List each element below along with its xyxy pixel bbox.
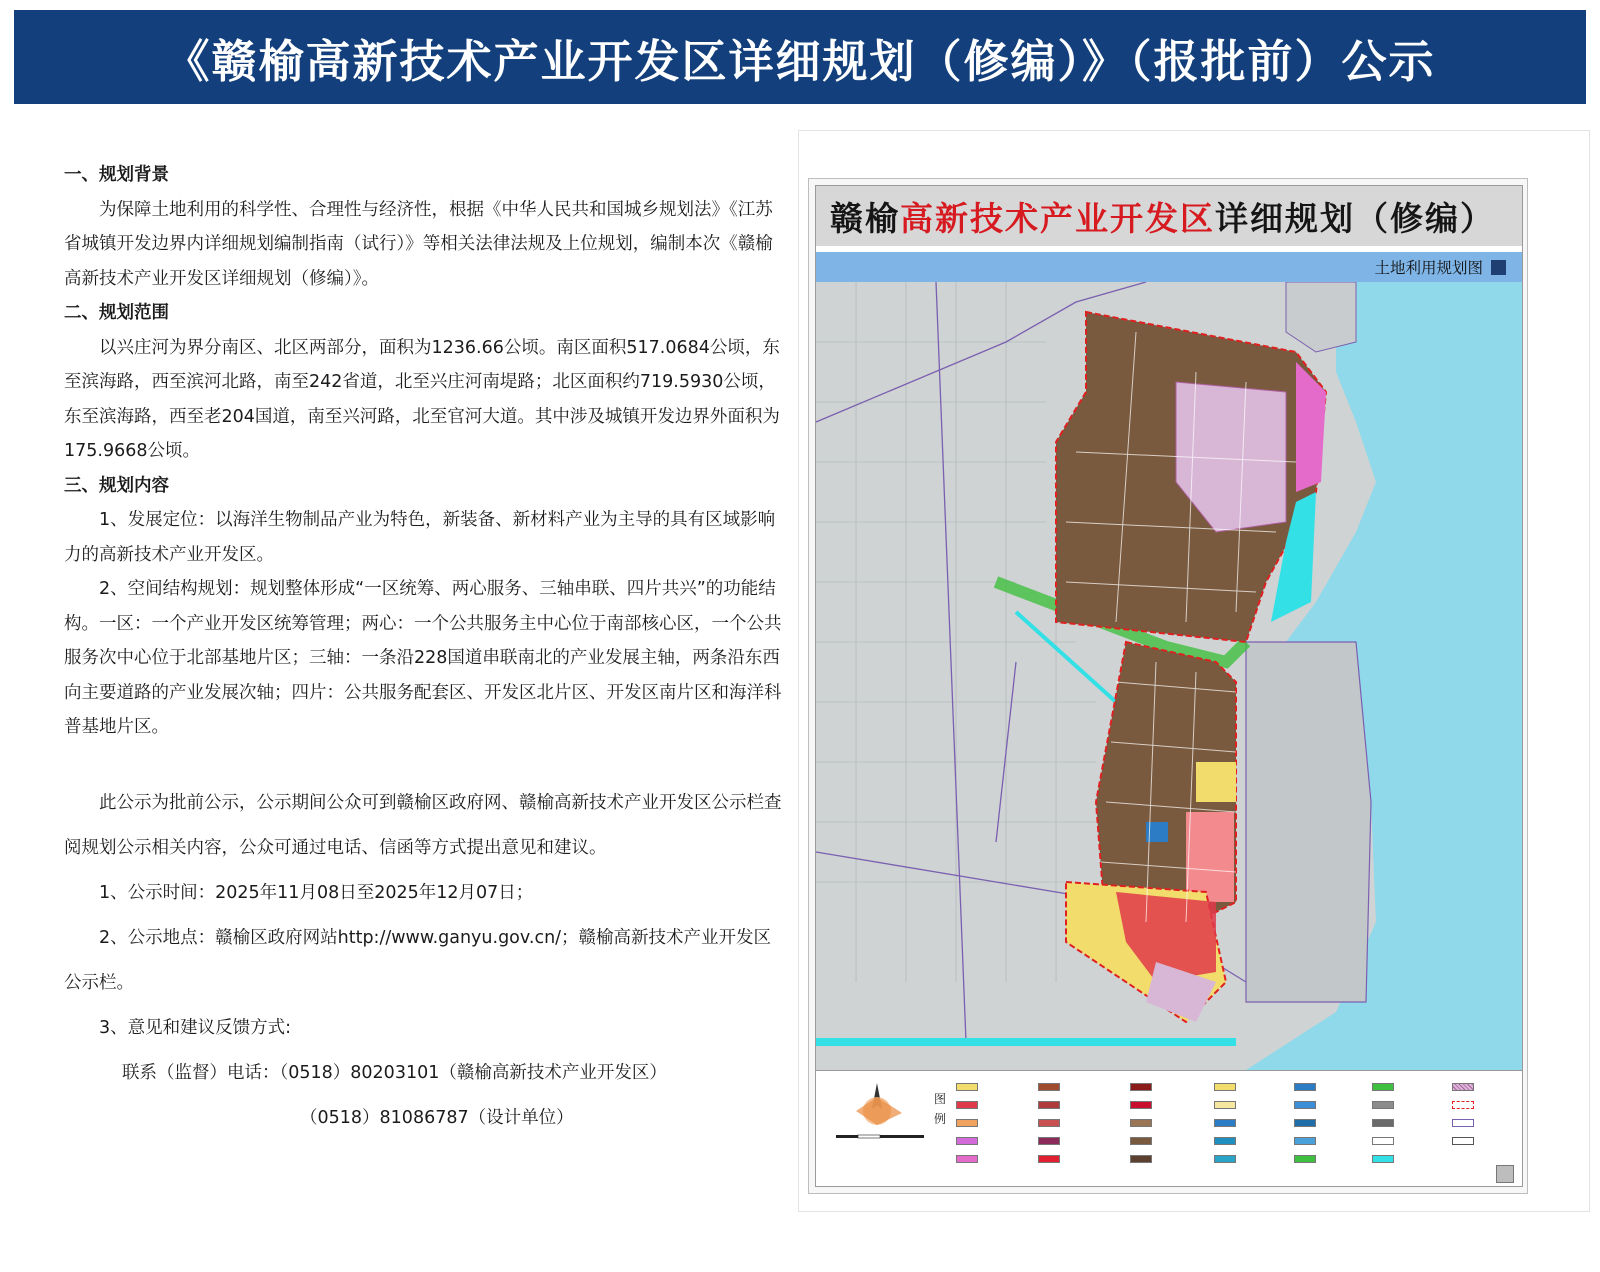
legend-swatch	[1452, 1137, 1478, 1145]
legend-swatch	[1214, 1083, 1240, 1091]
section-heading: 三、规划内容	[64, 475, 169, 496]
notice-text	[64, 158, 784, 1141]
legend-swatch	[1452, 1101, 1478, 1109]
legend-swatch	[1038, 1101, 1064, 1109]
map-subtitle: 土地利用规划图	[816, 252, 1522, 282]
legend-label: 图例	[934, 1092, 947, 1126]
notice-place: 2、公示地点：赣榆区政府网站http://www.ganyu.gov.cn/；赣榆高新技术产业开发区公示栏。	[64, 927, 772, 993]
legend-swatch	[1294, 1155, 1320, 1163]
map-card	[808, 178, 1528, 1194]
legend-swatch	[1214, 1101, 1240, 1109]
land-use-map	[816, 282, 1522, 1070]
section-paragraph: 以兴庄河为界分南区、北区两部分，面积为1236.66公顷。南区面积517.0684公顷，东至滨海路，西至滨河北路，南至242省道，北至兴庄河南堤路；北区面积约719.5930公顷，东至滨海路，西至老204国道，南至兴河路，北至官河大道。其中涉及城镇开发边界外面积为175.9668公顷。	[64, 337, 780, 461]
map-title: 赣榆 高新技术产业开发区 详细规划（修编）	[816, 186, 1522, 246]
section-paragraph: 2、空间结构规划：规划整体形成“一区统筹、两心服务、三轴串联、四片共兴”的功能结构。一区：一个产业开发区统筹管理；两心：一个公共服务主中心位于南部核心区，一个公共服务次中心位于北部基地片区；三轴：一条沿228国道串联南北的产业发展主轴，两条沿东西向主要道路的产业发展次轴；四片：公共服务配套区、开发区北片区、开发区南片区和海洋科普基地片区。	[64, 579, 782, 737]
legend-swatch	[1038, 1155, 1064, 1163]
legend-swatch	[1038, 1083, 1064, 1091]
legend-swatch	[1130, 1137, 1156, 1145]
legend-swatch	[956, 1119, 982, 1127]
map-legend	[816, 1070, 1522, 1187]
contact-phone-1: 联系（监督）电话：（0518）80203101（赣榆高新技术产业开发区）	[122, 1062, 667, 1083]
legend-swatch	[1372, 1119, 1398, 1127]
legend-swatch	[1130, 1155, 1156, 1163]
legend-swatch	[1372, 1101, 1398, 1109]
legend-swatch	[1294, 1083, 1320, 1091]
legend-swatch	[1130, 1101, 1156, 1109]
page-title: 《赣榆高新技术产业开发区详细规划（修编）》（报批前）公示	[164, 34, 1436, 88]
scale-bar-icon	[836, 1133, 926, 1145]
section-paragraph: 1、发展定位：以海洋生物制品产业为特色，新装备、新材料产业为主导的具有区域影响力的高新技术产业开发区。	[64, 510, 776, 565]
notice-feedback: 3、意见和建议反馈方式:	[99, 1017, 292, 1038]
contact-phone-2: （0518）81086787（设计单位）	[300, 1107, 574, 1128]
legend-swatch	[1038, 1137, 1064, 1145]
notice-intro: 此公示为批前公示，公示期间公众可到赣榆区政府网、赣榆高新技术产业开发区公示栏查阅规划公示相关内容，公众可通过电话、信函等方式提出意见和建议。	[64, 792, 782, 858]
legend-swatch	[1294, 1101, 1320, 1109]
square-icon	[1491, 260, 1506, 275]
section-heading: 二、规划范围	[64, 303, 169, 323]
notice-time: 1、公示时间：2025年11月08日至2025年12月07日；	[99, 882, 534, 903]
legend-swatch	[1214, 1137, 1240, 1145]
legend-swatch	[1452, 1083, 1478, 1091]
legend-swatch	[1372, 1137, 1398, 1145]
legend-swatch	[1372, 1083, 1398, 1091]
legend-swatch	[956, 1083, 982, 1091]
legend-swatch	[956, 1155, 982, 1163]
compass-icon	[832, 1079, 922, 1139]
legend-swatch	[1496, 1165, 1518, 1183]
legend-swatch	[1214, 1155, 1240, 1163]
legend-swatch	[1130, 1119, 1156, 1127]
section-heading: 一、规划背景	[64, 165, 169, 185]
legend-swatch	[1294, 1137, 1320, 1145]
legend-swatch	[1294, 1119, 1320, 1127]
legend-swatch	[956, 1137, 982, 1145]
legend-swatch	[1130, 1083, 1156, 1091]
legend-swatch	[1214, 1119, 1240, 1127]
section-paragraph: 为保障土地利用的科学性、合理性与经济性，根据《中华人民共和国城乡规划法》《江苏省城镇开发边界内详细规划编制指南（试行）》等相关法律法规及上位规划，编制本次《赣榆高新技术产业开发区详细规划（修编）》。	[64, 199, 773, 289]
legend-swatch	[1038, 1119, 1064, 1127]
page-banner	[14, 10, 1586, 104]
legend-swatch	[956, 1101, 982, 1109]
legend-swatch	[1372, 1155, 1398, 1163]
legend-swatch	[1452, 1119, 1478, 1127]
